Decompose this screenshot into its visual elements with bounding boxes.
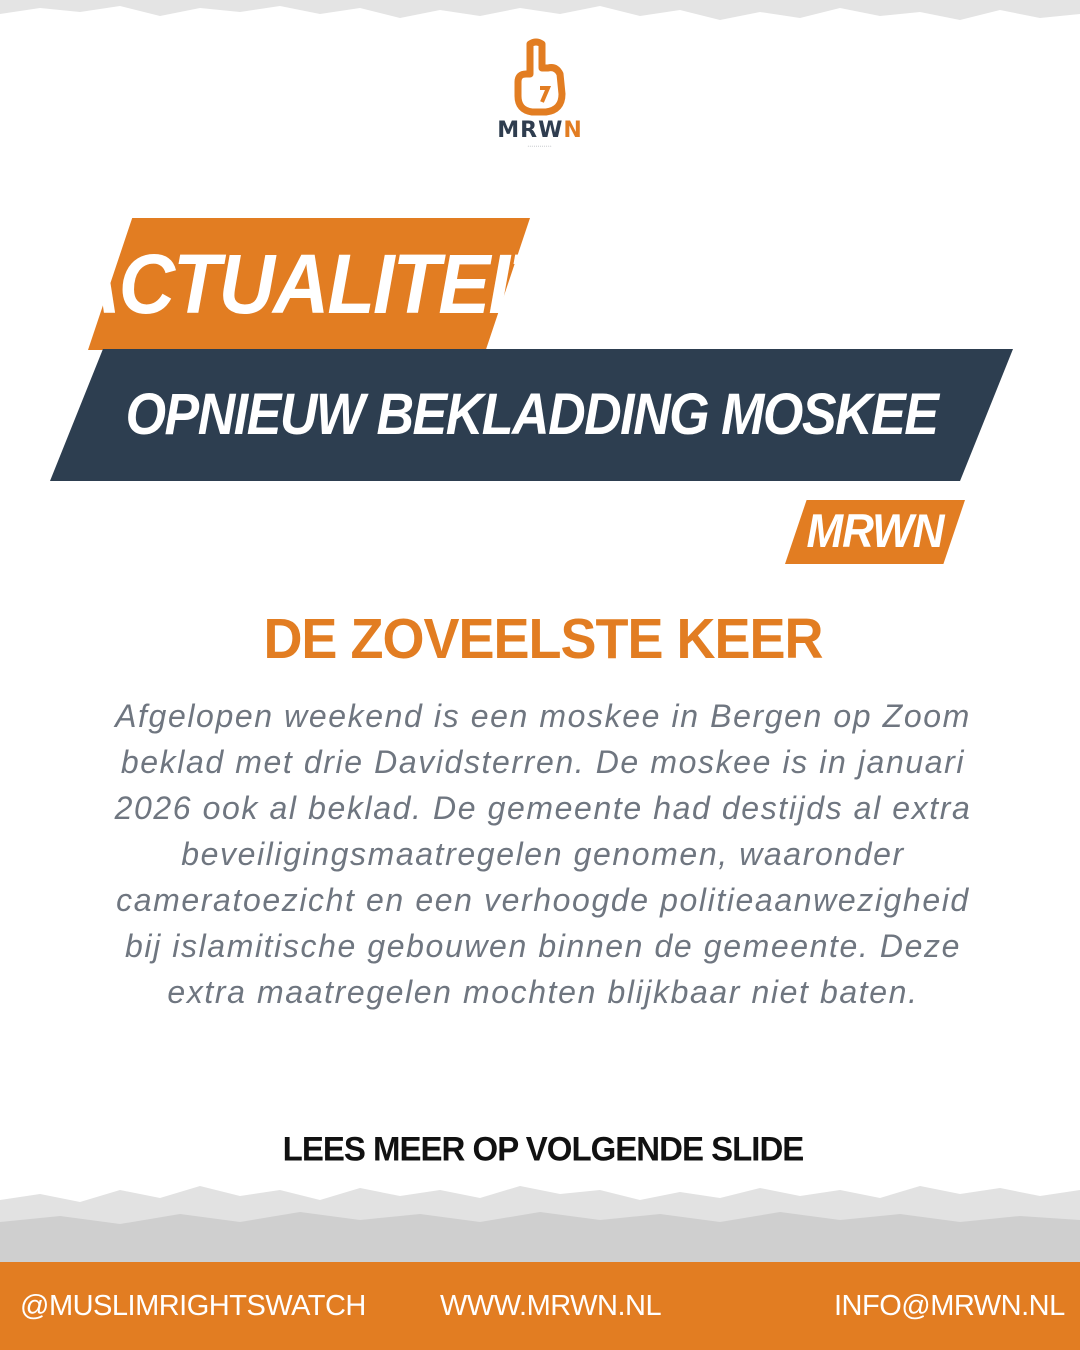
read-more-prompt: LEES MEER OP VOLGENDE SLIDE xyxy=(282,1129,804,1168)
logo-wordmark: MRWN xyxy=(497,118,583,143)
torn-paper-bottom xyxy=(0,1160,1080,1265)
body-line: 2026 ook al beklad. De gemeente had destijds al extra xyxy=(114,790,972,826)
article-body xyxy=(70,693,1016,1015)
title-label: OPNIEUW BEKLADDING MOSKEE xyxy=(125,382,938,448)
body-line: Afgelopen weekend is een moskee in Bergen op Zoom xyxy=(115,698,971,734)
article-headline: DE ZOVEELSTE KEER xyxy=(263,607,823,671)
footer-email-link[interactable]: INFO@MRWN.NL xyxy=(834,1290,1065,1322)
body-line: extra maatregelen mochten blijkbaar niet baten. xyxy=(167,974,919,1010)
category-label: ACTUALITEIT xyxy=(64,235,554,331)
body-line: beveiligingsmaatregelen genomen, waaronder xyxy=(181,836,905,872)
logo-tagline: •••••••••••• xyxy=(527,144,553,148)
footer-social-handle[interactable]: @MUSLIMRIGHTSWATCH xyxy=(20,1290,366,1322)
raised-index-finger-icon xyxy=(490,38,590,116)
body-line: cameratoezicht en een verhoogde politieaanwezigheid xyxy=(116,882,970,918)
brand-tag-label: MRWN xyxy=(806,505,944,558)
footer-bar xyxy=(0,1262,1080,1350)
body-line: beklad met drie Davidsterren. De moskee is in januari xyxy=(120,744,966,780)
footer-website-link[interactable]: WWW.MRWN.NL xyxy=(440,1290,662,1322)
body-line: bij islamitische gebouwen binnen de gemeente. Deze xyxy=(124,928,962,964)
torn-paper-top xyxy=(0,0,1080,40)
mrwn-logo xyxy=(490,38,590,153)
